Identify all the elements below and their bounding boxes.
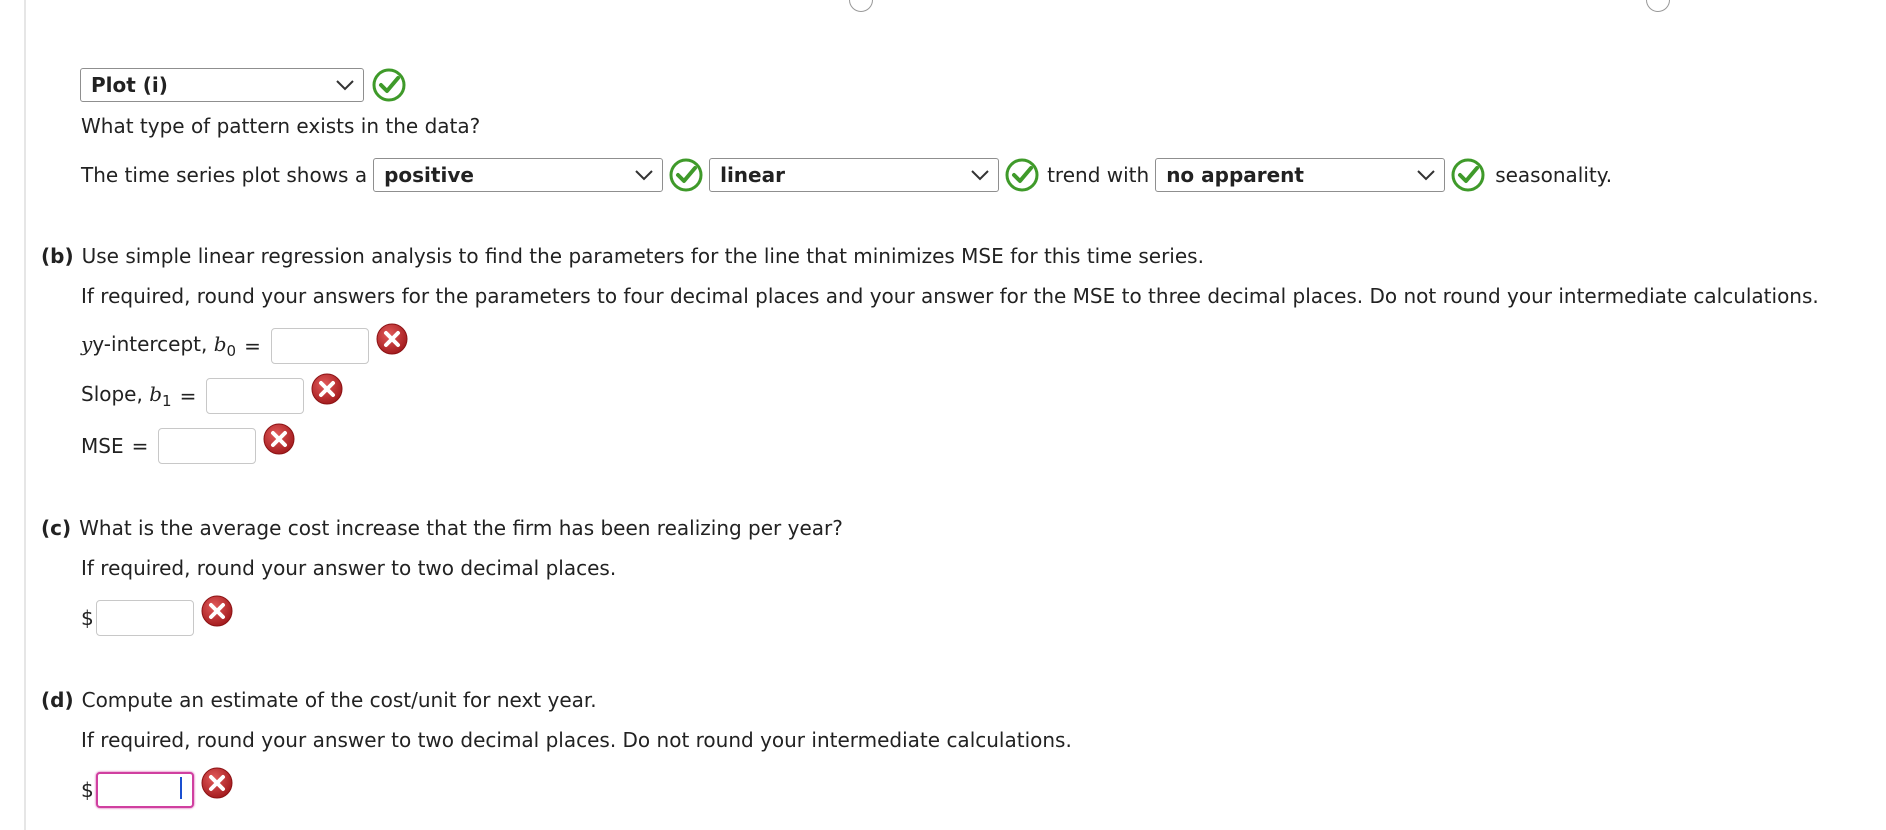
part-c-question-row (41, 516, 843, 540)
mse-input[interactable] (158, 428, 256, 464)
info-icon[interactable] (849, 0, 873, 12)
plot-selector-row (80, 68, 406, 102)
plot-select-value: Plot (i) (91, 73, 168, 97)
part-b-marker: (b) (41, 244, 74, 268)
check-circle-icon (372, 68, 406, 102)
sentence-prefix: The time series plot shows a (81, 163, 368, 187)
shape-select[interactable] (709, 158, 999, 192)
part-c-instruction: If required, round your answer to two decimal places. (81, 556, 617, 580)
x-circle-icon (375, 322, 409, 356)
page-left-border (24, 0, 26, 830)
part-d-question-row (41, 688, 597, 712)
sentence-suffix: seasonality. (1495, 163, 1613, 187)
part-b-question: Use simple linear regression analysis to find the parameters for the line that minimizes MSE for this time series. (81, 244, 1204, 268)
part-c-marker: (c) (41, 516, 72, 540)
part-c-question: What is the average cost increase that the firm has been realizing per year? (79, 516, 843, 540)
equals-sign: = (131, 434, 149, 458)
equals-sign: = (179, 384, 197, 408)
part-d-marker: (d) (41, 688, 74, 712)
x-circle-icon (200, 594, 234, 628)
currency-symbol: $ (81, 778, 94, 802)
chevron-down-icon (1416, 168, 1436, 182)
x-circle-icon (262, 422, 296, 456)
slope-row (81, 378, 344, 414)
intercept-row (81, 328, 409, 364)
sentence-middle: trend with (1047, 163, 1150, 187)
pattern-question: What type of pattern exists in the data? (81, 114, 481, 138)
info-icon[interactable] (1646, 0, 1670, 12)
mse-row (81, 428, 296, 464)
seasonality-select-value: no apparent (1166, 163, 1304, 187)
mse-label: MSE (81, 434, 124, 458)
slope-label: Slope, $b_1$ (81, 382, 172, 410)
part-d-answer-row (81, 772, 234, 808)
part-d-instruction: If required, round your answer to two decimal places. Do not round your intermediate calculations. (81, 728, 1072, 752)
pattern-sentence-row (81, 158, 1612, 192)
intercept-input[interactable] (271, 328, 369, 364)
x-circle-icon (200, 766, 234, 800)
slope-input[interactable] (206, 378, 304, 414)
part-d-question: Compute an estimate of the cost/unit for next year. (81, 688, 597, 712)
part-b-instruction: If required, round your answers for the parameters to four decimal places and your answer for the MSE to three decimal places. Do not round your intermediate calculations. (81, 284, 1819, 308)
direction-select[interactable] (373, 158, 663, 192)
equals-sign: = (244, 334, 261, 358)
currency-symbol: $ (81, 606, 94, 630)
direction-select-value: positive (384, 163, 474, 187)
shape-select-value: linear (720, 163, 785, 187)
check-circle-icon (1005, 158, 1039, 192)
x-circle-icon (310, 372, 344, 406)
chevron-down-icon (634, 168, 654, 182)
check-circle-icon (1451, 158, 1485, 192)
part-b-question-row (41, 244, 1204, 268)
check-circle-icon (669, 158, 703, 192)
chevron-down-icon (970, 168, 990, 182)
part-c-answer-row (81, 600, 234, 636)
intercept-label: yy-intercept, $b_0$ (81, 332, 237, 360)
seasonality-select[interactable] (1155, 158, 1445, 192)
plot-select[interactable] (80, 68, 364, 102)
avg-increase-input[interactable] (96, 600, 194, 636)
text-caret (180, 777, 182, 799)
chevron-down-icon (335, 78, 355, 92)
